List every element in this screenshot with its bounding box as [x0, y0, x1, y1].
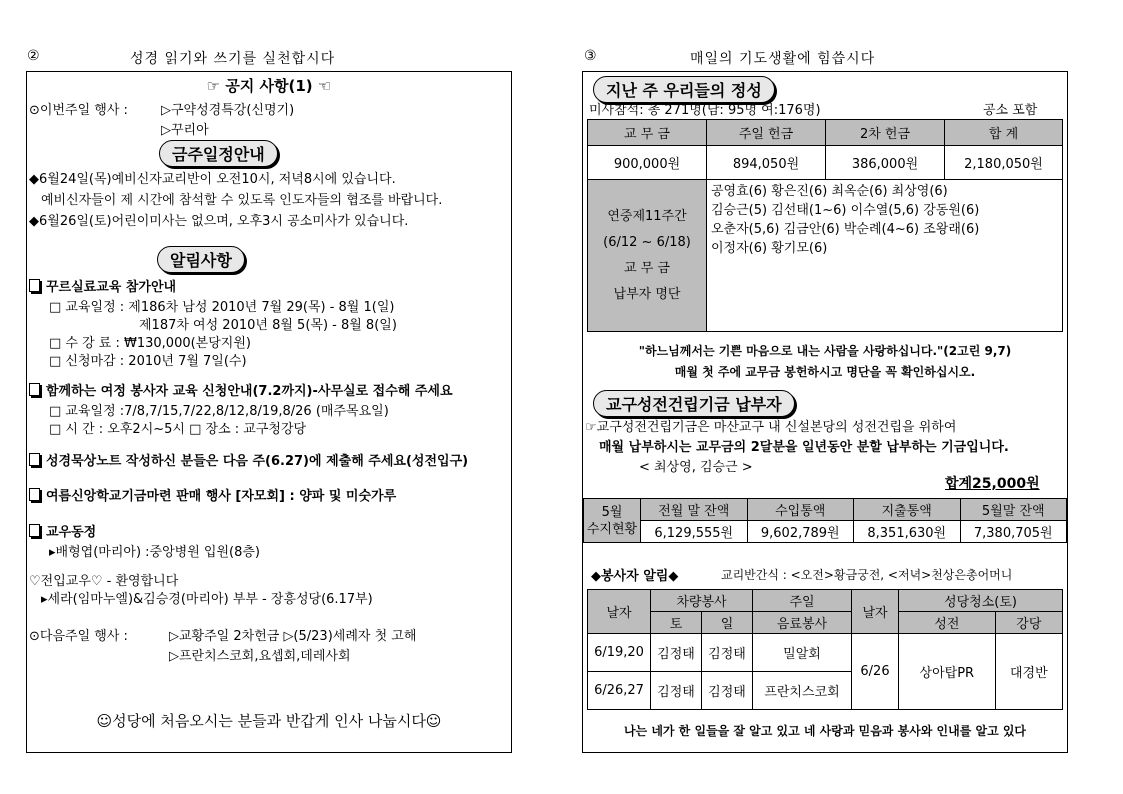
next-week-label: ⊙다음주일 행사 : [29, 629, 128, 644]
offering-header: 2차 헌금 [826, 120, 945, 146]
notice-title-badge [157, 246, 245, 273]
notice-item-title: 교우동정 [29, 521, 96, 540]
vol-cell: 김정태 [702, 672, 753, 710]
balance-label-cell [584, 499, 641, 543]
balance-value: 9,602,789원 [747, 521, 854, 543]
fund-title: 교구성전건립기금 납부자 [593, 390, 795, 417]
schedule-title: 금주일정안내 [159, 140, 278, 167]
table-row [588, 634, 1063, 672]
balance-header: 수입통액 [747, 499, 854, 521]
vol-cell: 김정태 [651, 634, 702, 672]
balance-header: 5월말 잔액 [960, 499, 1067, 521]
vol-cell: 프란치스코회 [753, 672, 852, 710]
donor-list-cell [707, 180, 1063, 332]
balance-label-line: 수지현황 [586, 521, 638, 537]
donor-line: 이정자(6) 황기모(6) [711, 241, 828, 256]
vol-cell: 김정태 [702, 634, 753, 672]
offering-value: 2,180,050원 [945, 146, 1063, 180]
this-week-item: ▷꾸리아 [161, 123, 209, 138]
fund-names: < 최상영, 김승근 > [639, 460, 753, 475]
welcome-title: ♡전입교우♡ - 환영합니다 [29, 574, 179, 589]
schedule-line: 예비신자들이 제 시간에 참석할 수 있도록 인도자들의 협조를 바랍니다. [41, 193, 443, 208]
schedule-title-badge [159, 140, 278, 167]
donor-line: 오춘자(5,6) 김금안(6) 박순례(4~6) 조왕래(6) [711, 222, 980, 237]
left-header: 성경 읽기와 쓰기를 실천합시다 [130, 51, 336, 67]
donor-label-cell [588, 180, 707, 332]
vol-header: 날자 [588, 590, 651, 634]
schedule-line: ◆6월26일(토)어린이미사는 없으며, 오후3시 공소미사가 있습니다. [29, 214, 409, 229]
balance-header: 전월 말 잔액 [641, 499, 748, 521]
notice-section-title: 알림사항 [157, 246, 245, 273]
volunteer-table [587, 589, 1063, 710]
donor-label-line: 연중제11주간 [607, 208, 687, 224]
offering-header: 합 계 [945, 120, 1063, 146]
notice-item-title: 성경묵상노트 작성하신 분들은 다음 주(6.27)에 제출해 주세요(성전입구) [29, 450, 468, 469]
fund-line: 매월 납부하시는 교무금의 2달분을 일년동안 분할 납부하는 기금입니다. [599, 440, 1009, 455]
left-panel [26, 71, 512, 753]
schedule-line: ◆6월24일(목)예비신자교리반이 오전10시, 저녁8시에 있습니다. [29, 172, 396, 187]
fund-title-badge [593, 390, 795, 417]
notice-item-title: 꾸르실료교육 참가안내 [29, 276, 176, 295]
volunteer-snack: 교리반간식 : <오전>황금궁전, <저녁>천상은총어머니 [721, 568, 1013, 582]
vol-header: 성전 [899, 612, 996, 634]
balance-table [583, 498, 1067, 543]
checkbox-bullet-icon [29, 453, 40, 466]
vol-header: 주일 [753, 590, 852, 612]
notice-detail: □ 수 강 료 : ₩130,000(본당지원) [49, 336, 251, 351]
this-week-label: ⊙이번주일 행사 : [29, 103, 128, 118]
left-page-number: ② [27, 48, 40, 64]
tithe-quote-sub: 매월 첫 주에 교무금 봉헌하시고 명단을 꼭 확인하십시오. [674, 365, 976, 379]
donor-label-line: 교 무 금 [624, 260, 670, 276]
vol-cell: 6/26 [852, 634, 899, 710]
notice-detail: □ 교육일정 : 제186차 남성 2010년 7월 29(목) - 8월 1(일) [49, 300, 395, 315]
next-week-item: ▷교황주일 2차헌금 ▷(5/23)세례자 첫 고해 [169, 629, 417, 644]
balance-value: 7,380,705원 [960, 521, 1067, 543]
right-footer: 나는 네가 한 일들을 잘 알고 있고 네 사랑과 믿음과 봉사와 인내를 알고 있다 [623, 724, 1027, 738]
notice-detail: 제187차 여성 2010년 8월 5(목) - 8월 8(일) [139, 318, 397, 333]
vol-cell: 6/19,20 [588, 634, 651, 672]
checkbox-bullet-icon [29, 383, 40, 396]
fund-line: ☞교구성전건립기금은 마산교구 내 신설본당의 성전건립을 위하여 [585, 420, 957, 435]
balance-value: 6,129,555원 [641, 521, 748, 543]
offering-header: 교 무 금 [588, 120, 707, 146]
donor-line: 공영효(6) 황은진(6) 최옥순(6) 최상영(6) [711, 184, 948, 199]
offering-value: 894,050원 [707, 146, 826, 180]
balance-value: 8,351,630원 [854, 521, 961, 543]
offering-value: 386,000원 [826, 146, 945, 180]
checkbox-bullet-icon [29, 488, 40, 501]
tithe-quote: "하느님께서는 기쁜 마음으로 내는 사람을 사랑하십니다."(2고린 9,7) [638, 344, 1012, 358]
left-footer: ☺성당에 처음오시는 분들과 반갑게 인사 나눕시다☺ [96, 712, 442, 730]
notice-page-title: ☞ 공지 사항(1) ☜ [206, 77, 332, 95]
vol-header: 차량봉사 [651, 590, 753, 612]
notice-detail: ▸배형엽(마리아) :중앙병원 입원(8층) [49, 545, 260, 560]
right-panel [582, 71, 1068, 753]
checkbox-bullet-icon [29, 524, 40, 537]
vol-header: 날자 [852, 590, 899, 634]
vol-cell: 상아탑PR [899, 634, 996, 710]
donor-label-line: 납부자 명단 [613, 286, 681, 302]
right-page-number: ③ [584, 48, 597, 64]
vol-cell: 6/26,27 [588, 672, 651, 710]
notice-item-title: 여름신앙학교기금마련 판매 행사 [자모회] : 양파 및 미숫가루 [29, 485, 396, 504]
notice-detail: □ 교육일정 :7/8,7/15,7/22,8/12,8/19,8/26 (매주목요일) [49, 404, 389, 419]
offering-table [587, 119, 1063, 332]
vol-header: 음료봉사 [753, 612, 852, 634]
vol-header: 강당 [995, 612, 1062, 634]
attendance-note: 공소 포함 [983, 103, 1038, 118]
vol-header: 성당청소(토) [899, 590, 1063, 612]
donor-label-line: (6/12 ~ 6/18) [603, 234, 691, 250]
notice-item-title: 함께하는 여정 봉사자 교육 신청안내(7.2까지)-사무실로 접수해 주세요 [29, 380, 453, 399]
balance-header: 지출통액 [854, 499, 961, 521]
vol-cell: 밀알회 [753, 634, 852, 672]
volunteer-title: ◆봉사자 알림◆ [591, 569, 679, 584]
checkbox-bullet-icon [29, 279, 40, 292]
this-week-item: ▷구약성경특강(신명기) [161, 103, 295, 118]
balance-label-line: 5월 [601, 504, 623, 520]
right-header: 매일의 기도생활에 힘씁시다 [690, 51, 876, 67]
attendance-text: 미사참석: 총 271명(남: 95명 여:176명) [589, 103, 821, 118]
next-week-item: ▷프란치스코회,요셉회,데레사회 [169, 649, 351, 664]
vol-cell: 대경반 [995, 634, 1062, 710]
vol-cell: 김정태 [651, 672, 702, 710]
welcome-line: ▸세라(임마누엘)&김승경(마리아) 부부 - 장흥성당(6.17부) [41, 592, 373, 607]
notice-detail: □ 신청마감 : 2010년 7월 7일(수) [49, 354, 247, 369]
offering-header: 주일 헌금 [707, 120, 826, 146]
fund-total: 합계25,000원 [945, 476, 1040, 492]
offering-title: 지난 주 우리들의 정성 [593, 76, 775, 103]
offering-value: 900,000원 [588, 146, 707, 180]
vol-header: 일 [702, 612, 753, 634]
donor-line: 김승근(5) 김선태(1~6) 이수열(5,6) 강동원(6) [711, 203, 980, 218]
vol-header: 토 [651, 612, 702, 634]
notice-detail: □ 시 간 : 오후2시~5시 □ 장소 : 교구청강당 [49, 422, 307, 437]
